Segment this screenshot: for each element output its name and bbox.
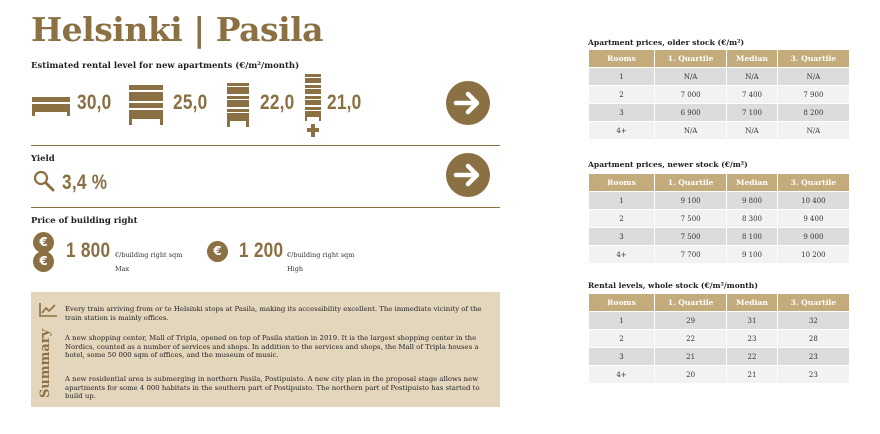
building-right-max-unit: €/building right sqm [115, 251, 183, 259]
table-row [589, 104, 849, 121]
newer-stock-table [588, 173, 850, 264]
rental-value-2: 25,0 [173, 91, 208, 114]
table-cell: 9 000 [778, 228, 849, 245]
summary-paragraph-3: A new residential area is submerging in northern Pasila, Postipuisto. A new city plan in the proposal stage allows new apartments for some 4 000 habitats in the southern part of Postipuisto. The northern part of Postipuisto has started to build up. [65, 375, 480, 401]
table-row [589, 348, 849, 365]
rental-value-3: 22,0 [260, 91, 295, 114]
table-cell: 4+ [589, 246, 654, 263]
column-header: 1. Quartile [655, 50, 726, 67]
bed-icon-2rooms [128, 83, 164, 127]
table-cell: 31 [727, 312, 777, 329]
table-row [589, 210, 849, 227]
table-cell: 1 [589, 68, 654, 85]
building-right-high-unit: €/building right sqm [287, 251, 355, 259]
table-cell: 29 [655, 312, 726, 329]
rental-levels-table [588, 293, 850, 384]
older-stock-table [588, 49, 850, 140]
table-cell: 8 100 [727, 228, 777, 245]
table-cell: 22 [727, 348, 777, 365]
euro-icon: € [207, 241, 228, 262]
table-row [589, 312, 849, 329]
table-cell: 8 300 [727, 210, 777, 227]
building-right-high-value: 1 200 [239, 239, 284, 262]
table-row [589, 122, 849, 139]
building-right-label: Price of building right [31, 216, 138, 226]
divider-2 [31, 207, 500, 208]
arrow-right-icon [446, 153, 490, 197]
yield-label: Yield [31, 154, 55, 164]
table-cell: 8 200 [778, 104, 849, 121]
column-header: Rooms [589, 174, 654, 191]
bed-icon-3rooms [226, 82, 250, 128]
table-cell: 3 [589, 348, 654, 365]
table-cell: 4+ [589, 366, 654, 383]
table-cell: 32 [778, 312, 849, 329]
table-cell: 28 [778, 330, 849, 347]
table-cell: 1 [589, 192, 654, 209]
table-cell: 2 [589, 330, 654, 347]
column-header: Rooms [589, 50, 654, 67]
table-cell: 23 [778, 366, 849, 383]
column-header: Median [727, 174, 777, 191]
building-right-max-value: 1 800 [66, 239, 111, 262]
bed-icon-1room [31, 93, 71, 117]
euro-icon: € [33, 232, 54, 253]
table-row [589, 86, 849, 103]
table-cell: N/A [778, 68, 849, 85]
table-cell: 10 200 [778, 246, 849, 263]
page-title: Helsinki | Pasila [31, 10, 324, 49]
column-header: Median [727, 50, 777, 67]
table-cell: 9 400 [778, 210, 849, 227]
table-cell: 23 [778, 348, 849, 365]
table-cell: 20 [655, 366, 726, 383]
table-row [589, 228, 849, 245]
magnifier-icon [33, 170, 55, 192]
table-cell: 22 [655, 330, 726, 347]
table-cell: 7 500 [655, 210, 726, 227]
table-cell: N/A [655, 68, 726, 85]
rental-levels-title: Rental levels, whole stock (€/m²/month) [588, 281, 758, 290]
table-cell: N/A [778, 122, 849, 139]
table-cell: N/A [655, 122, 726, 139]
summary-side-label: Summary [38, 328, 53, 398]
arrow-right-icon [446, 81, 490, 125]
euro-icon: € [33, 251, 54, 272]
column-header: Median [727, 294, 777, 311]
table-cell: 9 100 [655, 192, 726, 209]
bed-icon-4plus-rooms [304, 73, 322, 138]
column-header: 1. Quartile [655, 294, 726, 311]
table-row [589, 246, 849, 263]
column-header: 3. Quartile [778, 294, 849, 311]
rental-level-label: Estimated rental level for new apartments (€/m²/month) [31, 61, 300, 71]
table-cell: 7 900 [778, 86, 849, 103]
line-chart-icon [38, 302, 58, 318]
table-cell: 3 [589, 104, 654, 121]
table-row [589, 68, 849, 85]
column-header: 3. Quartile [778, 50, 849, 67]
table-cell: 2 [589, 210, 654, 227]
yield-arrow-button[interactable] [446, 153, 490, 197]
newer-stock-title: Apartment prices, newer stock (€/m²) [588, 160, 748, 169]
table-cell: 7 000 [655, 86, 726, 103]
table-cell: 7 700 [655, 246, 726, 263]
table-cell: 7 500 [655, 228, 726, 245]
table-cell: 23 [727, 330, 777, 347]
building-right-max-label: Max [115, 265, 130, 273]
table-row [589, 366, 849, 383]
summary-paragraph-2: A new shopping center, Mall of Tripla, opened on top of Pasila station in 2019. It is the largest shopping center in the Nordics, counted as a number of services and shops. In addition to the services and shops, the Mall of Tripla houses a hotel, some 50 000 sqm of offices, and the museum of music. [65, 334, 479, 360]
rental-arrow-button[interactable] [446, 81, 490, 125]
table-row [589, 192, 849, 209]
table-cell: 21 [655, 348, 726, 365]
column-header: 1. Quartile [655, 174, 726, 191]
table-cell: 1 [589, 312, 654, 329]
column-header: Rooms [589, 294, 654, 311]
table-cell: 7 100 [727, 104, 777, 121]
table-cell: 4+ [589, 122, 654, 139]
divider-1 [31, 145, 500, 146]
table-cell: 3 [589, 228, 654, 245]
table-cell: 9 100 [727, 246, 777, 263]
table-cell: 2 [589, 86, 654, 103]
table-cell: 21 [727, 366, 777, 383]
table-cell: 7 400 [727, 86, 777, 103]
table-cell: 10 400 [778, 192, 849, 209]
table-cell: N/A [727, 122, 777, 139]
table-cell: N/A [727, 68, 777, 85]
table-row [589, 330, 849, 347]
table-cell: 9 800 [727, 192, 777, 209]
older-stock-title: Apartment prices, older stock (€/m²) [588, 38, 745, 47]
summary-paragraph-1: Every train arriving from or to Helsinki stops at Pasila, making its accessibility excellent. The immediate vicinity of the train station is mainly offices. [65, 305, 482, 322]
building-right-high-label: High [287, 265, 304, 273]
yield-value: 3,4 % [62, 171, 108, 194]
column-header: 3. Quartile [778, 174, 849, 191]
table-cell: 6 900 [655, 104, 726, 121]
rental-value-4: 21,0 [327, 91, 362, 114]
rental-value-1: 30,0 [77, 91, 112, 114]
